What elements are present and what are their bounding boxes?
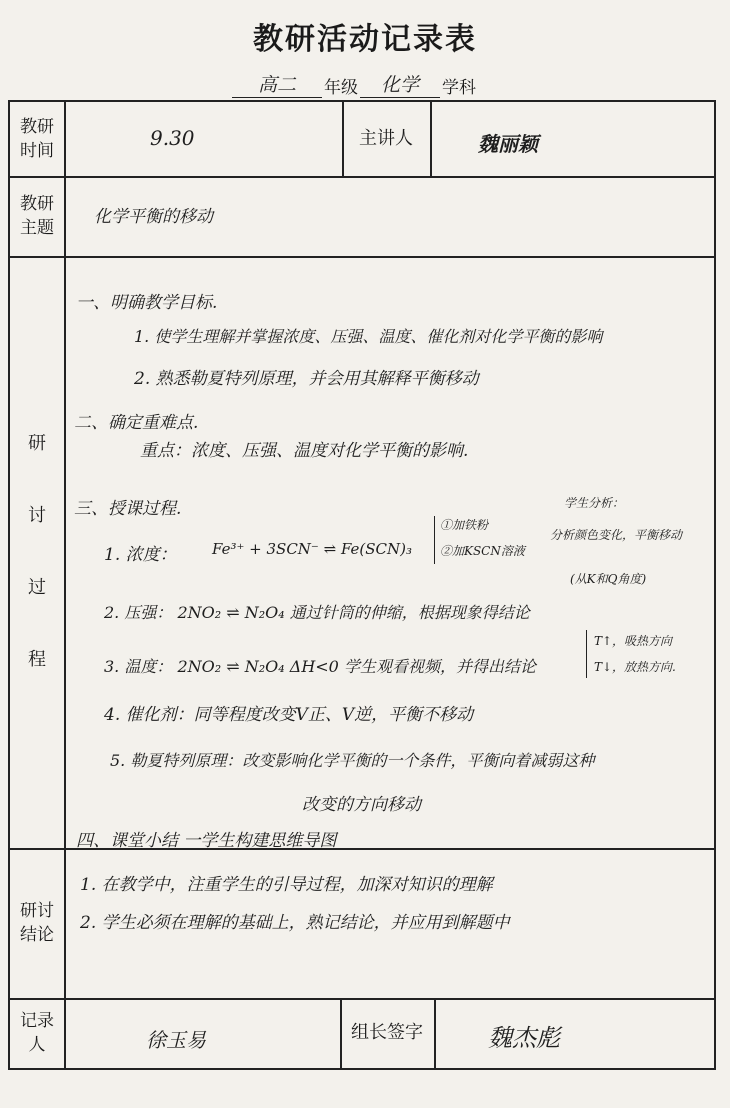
step-catalyst: 4. 催化剂：同等程度改变V正、V逆，平衡不移动 <box>104 705 474 725</box>
recorder-label <box>10 998 64 1068</box>
color-change-note: 分析颜色变化，平衡移动 <box>550 528 683 542</box>
process-label-char: 研 <box>28 433 46 454</box>
concentration-option-a: ①加铁粉 <box>440 518 489 532</box>
key-point: 重点：浓度、压强、温度对化学平衡的影响. <box>140 441 469 461</box>
process-label-char: 程 <box>28 649 46 670</box>
grade-subject-line <box>232 72 478 98</box>
time-label <box>10 102 64 176</box>
temperature-rise-note: T↑，吸热方向 <box>594 634 673 648</box>
recorder-value: 徐玉易 <box>146 1028 206 1052</box>
temperature-drop-note: T↓，放热方向. <box>594 660 676 674</box>
kq-angle-note: (从K和Q角度) <box>570 572 647 586</box>
topic-label-line1: 教研 <box>20 194 54 214</box>
recorder-label-line1: 记录 <box>20 1011 54 1031</box>
grade-value: 高二 <box>232 70 322 98</box>
brace <box>434 516 435 564</box>
row-divider <box>10 176 714 178</box>
student-analysis-note: 学生分析： <box>564 496 625 510</box>
topic-label-line2: 主题 <box>20 218 54 238</box>
time-label-line1: 教研 <box>20 117 54 137</box>
step-le-chatelier: 5. 勒夏特列原理：改变影响化学平衡的一个条件，平衡向着减弱这种 <box>110 751 595 770</box>
subject-label: 学科 <box>442 78 476 98</box>
conclusion-label <box>10 848 64 998</box>
brace <box>586 630 587 678</box>
label-column-divider <box>64 102 66 1068</box>
conclusion-item-2: 2. 学生必须在理解的基础上，熟记结论，并应用到解题中 <box>80 913 510 933</box>
leader-label: 组长签字 <box>351 1022 423 1043</box>
column-divider <box>430 102 432 176</box>
column-divider <box>434 998 436 1068</box>
step-concentration-equation: Fe³⁺ + 3SCN⁻ ⇌ Fe(SCN)₃ <box>212 540 413 558</box>
step-le-chatelier-continued: 改变的方向移动 <box>302 795 421 815</box>
section-key-points: 二、确定重难点. <box>74 413 199 433</box>
process-label <box>10 256 64 848</box>
objective-2: 2. 熟悉勒夏特列原理，并会用其解释平衡移动 <box>134 369 479 389</box>
form-title: 教研活动记录表 <box>253 22 477 57</box>
step-pressure: 2. 压强： 2NO₂ ⇌ N₂O₄ 通过针筒的伸缩，根据现象得结论 <box>104 603 530 622</box>
recorder-label-line2: 人 <box>28 1035 46 1055</box>
leader-signature: 魏杰彪 <box>488 1024 560 1052</box>
conclusion-item-1: 1. 在教学中，注重学生的引导过程，加深对知识的理解 <box>80 875 493 895</box>
step-temperature: 3. 温度： 2NO₂ ⇌ N₂O₄ ΔH<0 学生观看视频，并得出结论 <box>104 657 536 676</box>
time-label-line2: 时间 <box>20 141 54 161</box>
conclusion-label-line2: 结论 <box>20 925 54 945</box>
objective-1: 1. 使学生理解并掌握浓度、压强、温度、催化剂对化学平衡的影响 <box>134 327 603 346</box>
process-label-char: 讨 <box>28 505 46 526</box>
section-teaching-process: 三、授课过程. <box>74 499 182 519</box>
grade-label: 年级 <box>324 78 358 98</box>
concentration-option-b: ②加KSCN溶液 <box>440 544 525 558</box>
topic-value: 化学平衡的移动 <box>94 207 213 227</box>
speaker-value: 魏丽颖 <box>478 132 538 156</box>
subject-value: 化学 <box>360 70 440 98</box>
speaker-label: 主讲人 <box>359 128 413 149</box>
topic-label <box>10 176 64 256</box>
process-label-char: 过 <box>28 577 46 598</box>
section-summary: 四、课堂小结 一学生构建思维导图 <box>76 831 337 851</box>
conclusion-label-line1: 研讨 <box>20 901 54 921</box>
record-table <box>8 100 716 1070</box>
step-concentration-label: 1. 浓度： <box>104 545 177 565</box>
section-objectives: 一、明确教学目标. <box>76 293 218 313</box>
time-value: 9.30 <box>150 126 195 150</box>
row-divider <box>10 256 714 258</box>
